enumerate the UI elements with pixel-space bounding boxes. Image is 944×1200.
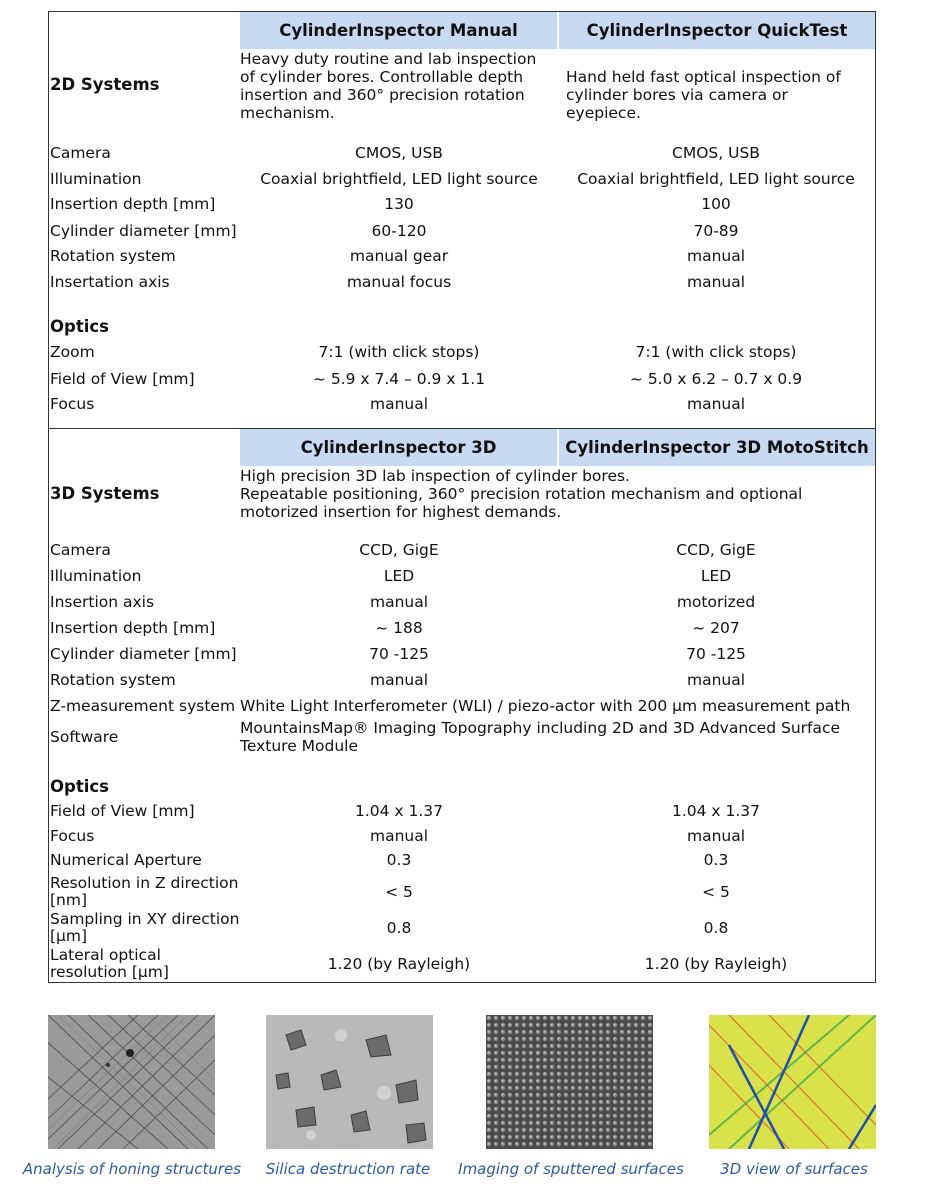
description-3d-line1: High precision 3D lab inspection of cylinder bores. — [240, 467, 630, 485]
row-value-col2: 0.3 — [703, 851, 729, 869]
optics-title-2d: Optics — [50, 317, 109, 336]
row-label: Zoom — [50, 343, 95, 361]
row-value-col1: 1.20 (by Rayleigh) — [327, 955, 471, 973]
row-value-col1: 130 — [384, 195, 414, 213]
row-label: Field of View [mm] — [50, 370, 195, 388]
caption-honing-structures: Analysis of honing structures — [22, 1160, 242, 1178]
row-label: Sampling in XY direction [µm] — [50, 910, 240, 945]
optics-title-3d: Optics — [50, 777, 109, 796]
row-value-col1: manual — [369, 827, 429, 845]
row-value-col2: manual — [686, 247, 746, 265]
row-value-col2: 1.04 x 1.37 — [671, 802, 761, 820]
row-value-col1: < 5 — [385, 883, 413, 901]
header-cylinderinspector-manual: CylinderInspector Manual — [240, 12, 557, 49]
row-value-col1: 7:1 (with click stops) — [318, 343, 480, 361]
row-value-col1: manual — [369, 593, 429, 611]
row-value-col1: LED — [383, 567, 415, 585]
row-value-col2: Coaxial brightfield, LED light source — [577, 170, 855, 188]
row-value-col1: 1.04 x 1.37 — [354, 802, 444, 820]
row-value-col1: manual — [369, 671, 429, 689]
row-value-col2: manual — [686, 827, 746, 845]
row-value-col2: 70-89 — [693, 222, 739, 240]
row-label: Numerical Aperture — [50, 851, 202, 869]
row-value-col2: ~ 207 — [692, 619, 740, 637]
row-label: Focus — [50, 827, 95, 845]
row-label: Resolution in Z direction [nm] — [50, 874, 239, 909]
row-value-col2: 7:1 (with click stops) — [635, 343, 797, 361]
row-label: Insertion axis — [50, 593, 155, 611]
software-value: MountainsMap® Imaging Topography including 2D and 3D Advanced Surface Texture Module — [240, 719, 841, 755]
row-label: Rotation system — [50, 247, 176, 265]
row-label: Illumination — [50, 567, 142, 585]
row-label: Illumination — [50, 170, 142, 188]
row-value-col1: ~ 5.9 x 7.4 – 0.9 x 1.1 — [312, 370, 486, 388]
image-sputtered-surfaces — [486, 1015, 653, 1149]
header-cylinderinspector-quicktest: CylinderInspector QuickTest — [559, 12, 875, 49]
row-value-col2: manual — [686, 671, 746, 689]
row-value-col2: manual — [686, 395, 746, 413]
image-silica-destruction — [266, 1015, 433, 1149]
row-value-col2: CCD, GigE — [676, 541, 756, 559]
row-value-col2: manual — [686, 273, 746, 291]
row-label: Insertion depth [mm] — [50, 195, 216, 213]
row-value-col1: manual — [369, 395, 429, 413]
zmeas-label: Z-measurement system — [50, 697, 236, 715]
row-value-col1: manual focus — [346, 273, 452, 291]
row-label: Camera — [50, 541, 111, 559]
row-value-col1: ~ 188 — [375, 619, 423, 637]
row-value-col1: 70 -125 — [369, 645, 429, 663]
zmeas-value: White Light Interferometer (WLI) / piezo-actor with 200 µm measurement path — [240, 697, 851, 715]
row-value-col1: CMOS, USB — [355, 144, 443, 162]
description-quicktest: Hand held fast optical inspection of cylinder bores via camera or eyepiece. — [566, 68, 841, 122]
section-title-2d: 2D Systems — [50, 75, 160, 94]
row-label: Lateral optical resolution [µm] — [50, 946, 169, 981]
row-value-col1: 0.3 — [386, 851, 412, 869]
header-cylinderinspector-3d: CylinderInspector 3D — [240, 429, 557, 466]
row-label: Insertion depth [mm] — [50, 619, 216, 637]
row-label: Cylinder diameter [mm] — [50, 645, 237, 663]
row-value-col2: < 5 — [702, 883, 730, 901]
row-value-col2: 100 — [701, 195, 731, 213]
row-label: Focus — [50, 395, 95, 413]
row-label: Rotation system — [50, 671, 176, 689]
row-value-col1: Coaxial brightfield, LED light source — [260, 170, 538, 188]
caption-silica-destruction: Silica destruction rate — [265, 1160, 431, 1178]
row-label: Cylinder diameter [mm] — [50, 222, 237, 240]
row-value-col1: 60-120 — [371, 222, 427, 240]
caption-3d-view-surfaces: 3D view of surfaces — [720, 1160, 868, 1178]
description-3d-line2: Repeatable positioning, 360° precision rotation mechanism and optional motorized insertion for highest demands. — [240, 485, 803, 521]
description-manual: Heavy duty routine and lab inspection of cylinder bores. Controllable depth insertion and 360° precision rotation mechanism. — [240, 50, 537, 122]
row-value-col1: manual gear — [349, 247, 449, 265]
row-label: Insertation axis — [50, 273, 170, 291]
row-value-col1: 0.8 — [386, 919, 412, 937]
row-value-col1: CCD, GigE — [359, 541, 439, 559]
software-label: Software — [50, 728, 119, 746]
row-value-col2: ~ 5.0 x 6.2 – 0.7 x 0.9 — [629, 370, 803, 388]
caption-sputtered-surfaces: Imaging of sputtered surfaces — [458, 1160, 684, 1178]
header-cylinderinspector-3d-motostitch: CylinderInspector 3D MotoStitch — [559, 429, 875, 466]
row-value-col2: 1.20 (by Rayleigh) — [644, 955, 788, 973]
row-label: Camera — [50, 144, 111, 162]
section-title-3d: 3D Systems — [50, 484, 160, 503]
image-honing-structures — [48, 1015, 215, 1149]
row-label: Field of View [mm] — [50, 802, 195, 820]
row-value-col2: 0.8 — [703, 919, 729, 937]
image-3d-view-surfaces — [709, 1015, 876, 1149]
row-value-col2: CMOS, USB — [672, 144, 760, 162]
row-value-col2: motorized — [676, 593, 756, 611]
row-value-col2: 70 -125 — [686, 645, 746, 663]
row-value-col2: LED — [700, 567, 732, 585]
